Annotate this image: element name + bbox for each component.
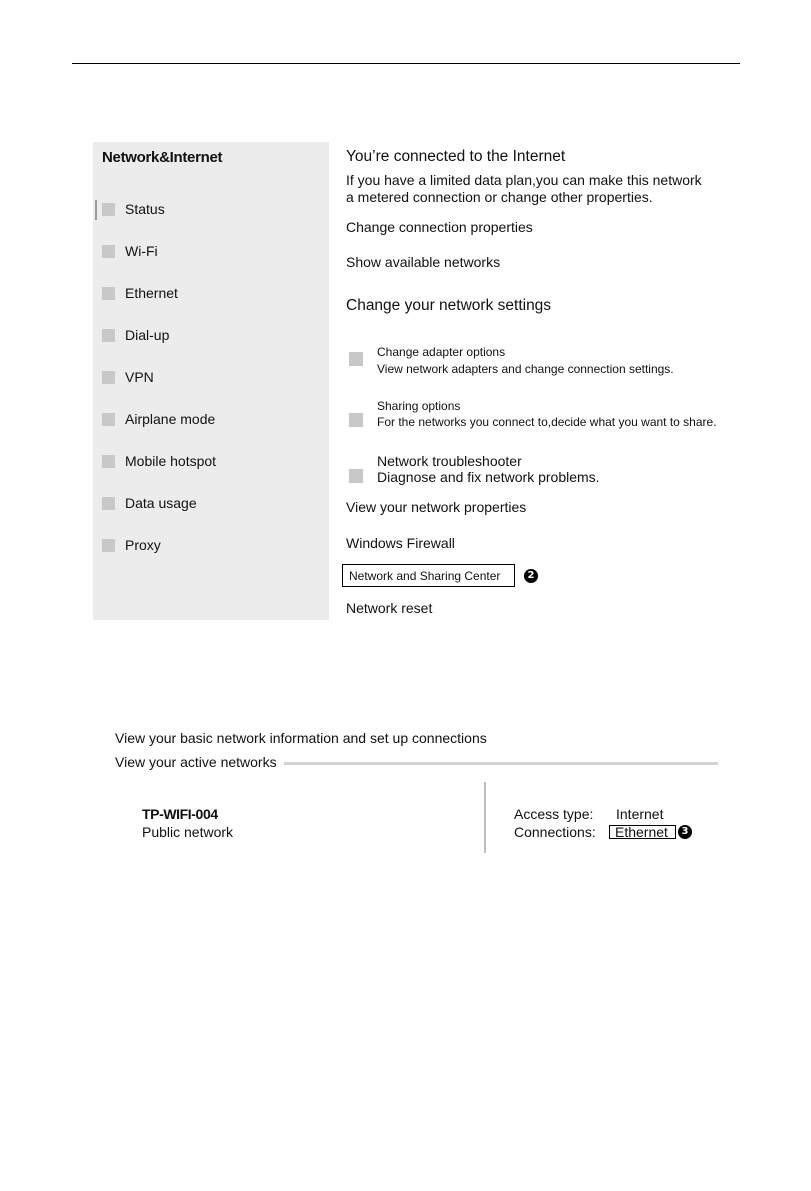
adapter-icon [349, 352, 363, 366]
network-troubleshooter[interactable] [346, 452, 726, 486]
sidebar-item-label: Wi-Fi [125, 243, 158, 259]
network-center-title: View your basic network information and set up connections [115, 730, 487, 746]
sidebar-item-proxy[interactable] [93, 536, 329, 556]
option-title: Network troubleshooter [377, 453, 522, 469]
option-description: View network adapters and change connection settings. [377, 362, 674, 376]
network-and-sharing-center-label: Network and Sharing Center [349, 569, 501, 583]
settings-sidebar [93, 142, 329, 620]
network-settings-heading: Change your network settings [346, 297, 552, 314]
sidebar-item-ethernet[interactable] [93, 284, 329, 304]
sidebar-item-data-usage[interactable] [93, 494, 329, 514]
sharing-options[interactable] [346, 397, 726, 431]
show-available-networks-link[interactable]: Show available networks [346, 254, 501, 270]
selected-indicator [95, 200, 97, 220]
sidebar-item-wifi[interactable] [93, 242, 329, 262]
proxy-icon [102, 539, 115, 552]
sidebar-item-label: Status [125, 201, 165, 217]
sidebar-item-label: Dial-up [125, 327, 170, 343]
network-and-sharing-center-link[interactable] [342, 564, 515, 587]
sidebar-item-mobile-hotspot[interactable] [93, 452, 329, 472]
dialup-icon [102, 329, 115, 342]
option-description: For the networks you connect to,decide what you want to share. [377, 415, 717, 429]
view-network-properties-link[interactable]: View your network properties [346, 499, 527, 515]
sidebar-item-dialup[interactable] [93, 326, 329, 346]
network-reset-link[interactable]: Network reset [346, 600, 433, 616]
sidebar-item-vpn[interactable] [93, 368, 329, 388]
sidebar-title: Network&Internet [102, 149, 223, 166]
change-adapter-options[interactable] [346, 344, 726, 378]
hotspot-icon [102, 455, 115, 468]
sidebar-item-label: Ethernet [125, 285, 178, 301]
airplane-icon [102, 413, 115, 426]
ethernet-connection-label: Ethernet [615, 824, 668, 840]
status-heading: You’re connected to the Internet [346, 148, 566, 165]
sidebar-item-airplane-mode[interactable] [93, 410, 329, 430]
active-networks-label: View your active networks [115, 754, 277, 770]
data-usage-icon [102, 497, 115, 510]
sidebar-item-status[interactable] [93, 200, 329, 220]
step-2-badge: 2 [524, 569, 538, 583]
network-info-divider [484, 782, 486, 853]
sidebar-item-label: Airplane mode [125, 411, 216, 427]
status-icon [102, 203, 115, 216]
connections-label: Connections: [514, 824, 596, 840]
access-type-label: Access type: [514, 806, 594, 822]
ethernet-icon [102, 287, 115, 300]
sidebar-item-label: Proxy [125, 537, 161, 553]
status-description-line2: a metered connection or change other properties. [346, 189, 653, 205]
access-type-value: Internet [616, 806, 664, 822]
page-header-rule [72, 63, 740, 64]
network-name: TP-WIFI-004 [142, 806, 218, 822]
windows-firewall-link[interactable]: Windows Firewall [346, 535, 455, 551]
sidebar-item-label: VPN [125, 369, 154, 385]
wifi-icon [102, 245, 115, 258]
status-description-line1: If you have a limited data plan,you can make this network [346, 172, 702, 188]
option-title: Change adapter options [377, 345, 506, 359]
network-type: Public network [142, 824, 234, 840]
ethernet-connection-link[interactable] [609, 825, 676, 839]
step-3-badge: 3 [678, 825, 692, 839]
option-description: Diagnose and fix network problems. [377, 469, 600, 485]
sidebar-item-label: Data usage [125, 495, 197, 511]
change-connection-properties-link[interactable]: Change connection properties [346, 219, 533, 235]
sharing-icon [349, 413, 363, 427]
sidebar-item-label: Mobile hotspot [125, 453, 217, 469]
option-title: Sharing options [377, 399, 461, 413]
vpn-icon [102, 371, 115, 384]
active-networks-divider [284, 762, 718, 765]
troubleshooter-icon [349, 469, 363, 483]
